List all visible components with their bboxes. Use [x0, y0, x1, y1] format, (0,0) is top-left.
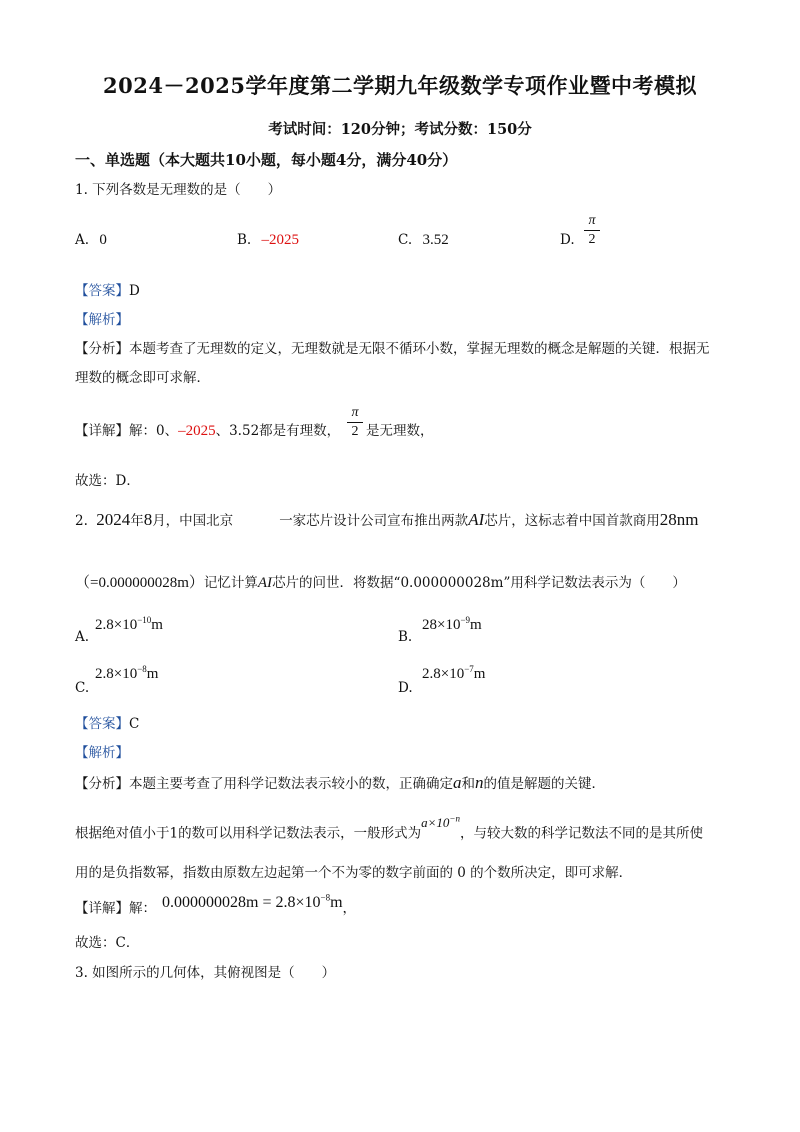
- q1-option-d-label: D.: [560, 232, 575, 248]
- ai-term: AI: [468, 510, 485, 529]
- var-n: n: [475, 773, 484, 792]
- q2-stem-line1: [75, 510, 698, 531]
- q2-option-d-label: D.: [398, 680, 413, 696]
- rule-text: ，与较大数的科学记数法不同的是其所使用的是负指数幂，指数由原数左边起第一个不为零的数字前面的 0 的个数所决定，即可求解．: [75, 825, 703, 882]
- q2-option-d-value: [422, 664, 485, 683]
- exam-info: 考试时间：120分钟；考试分数：150分: [268, 121, 532, 138]
- detail-tag: 【详解】: [75, 900, 129, 917]
- sci-unit: m: [330, 894, 343, 912]
- q1-answer: [75, 281, 140, 301]
- nm-value: 28nm: [659, 510, 699, 529]
- sci-exponent: −8: [320, 893, 331, 903]
- stem-text: 年: [130, 513, 144, 529]
- detail-red-number: –2025: [178, 423, 216, 439]
- fraction-denominator: 2: [351, 424, 359, 439]
- answer-value: D: [129, 283, 140, 299]
- sci-unit: m: [151, 617, 163, 633]
- section-heading: 一、单选题（本大题共10小题，每小题4分，满分40分）: [75, 151, 458, 169]
- detail-text: 解：0、: [129, 423, 179, 439]
- sci-exponent: −10: [137, 615, 152, 625]
- detail-text: 解：: [129, 900, 156, 917]
- detail-math: [162, 894, 343, 911]
- sci-exponent: −8: [137, 664, 147, 674]
- q2-option-c-value: [95, 664, 158, 683]
- sci-unit: m: [470, 617, 482, 633]
- rule-math: [421, 815, 460, 830]
- q2-answer: [75, 714, 139, 734]
- sci-exponent: −9: [460, 615, 471, 625]
- q2-analysis-head: 【解析】: [75, 745, 129, 761]
- detail-tag: 【详解】: [75, 423, 129, 439]
- q3-stem: 3. 如图所示的几何体，其俯视图是（ ）: [75, 965, 336, 981]
- value-paren: （=0.000000028m）: [75, 575, 204, 591]
- stem-text: 芯片的问世．将数据“0.000000028m”用科学记数法表示为（ ）: [272, 575, 686, 591]
- analysis-tag: 【分析】: [75, 341, 129, 357]
- option-value: 0: [99, 232, 107, 248]
- q2-analysis: [75, 773, 605, 794]
- detail-text: ，: [342, 900, 357, 917]
- var-a: a: [453, 773, 462, 792]
- pi-over-2-fraction: [347, 404, 363, 441]
- sci-exponent: −n: [449, 814, 460, 824]
- pi-over-2-fraction: [584, 212, 600, 249]
- q1-detail: [75, 421, 340, 441]
- sci-unit: m: [146, 666, 159, 682]
- fraction-denominator: 2: [588, 232, 596, 247]
- sci-base: 2.8×10: [95, 666, 138, 682]
- analysis-text: 本题主要考查了用科学记数法表示较小的数，正确确定: [129, 776, 453, 792]
- question-number: 2.: [75, 513, 88, 529]
- option-value: 3.52: [422, 232, 449, 248]
- q2-choose: 故选：C．: [75, 935, 140, 951]
- q2-option-b-value: [422, 615, 482, 634]
- sci-base: 2.8×10: [422, 666, 465, 682]
- q1-option-c: [398, 230, 449, 250]
- ai-term: AI: [257, 575, 273, 591]
- fraction-numerator: π: [588, 213, 596, 228]
- analysis-text: 的值是解题的关键．: [483, 776, 605, 792]
- q1-option-b: [237, 230, 299, 250]
- analysis-text: 本题考查了无理数的定义，无理数就是无限不循环小数，掌握无理数的概念是解题的关键．根据无理数的概念即可求解．: [75, 341, 710, 386]
- q2-option-a-value: [95, 615, 163, 634]
- answer-tag: 【答案】: [75, 283, 129, 299]
- option-label: A.: [75, 232, 90, 248]
- q1-analysis-head: 【解析】: [75, 312, 129, 328]
- answer-tag: 【答案】: [75, 716, 129, 732]
- q1-analysis: [75, 335, 715, 393]
- q1-choose: 故选：D．: [75, 473, 140, 489]
- detail-text-mid: 、3.52都是有理数，: [215, 423, 341, 439]
- analysis-text: 和: [461, 776, 475, 792]
- answer-value: C: [129, 716, 140, 732]
- option-value: –2025: [261, 232, 300, 248]
- fraction-numerator: π: [351, 405, 359, 420]
- option-label: C.: [398, 232, 413, 248]
- q2-rule: [75, 809, 715, 893]
- page-title: 2024－2025学年度第二学期九年级数学专项作业暨中考模拟: [103, 73, 697, 98]
- q1-stem: 1. 下列各数是无理数的是（ ）: [75, 182, 282, 198]
- sci-unit: m: [473, 666, 486, 682]
- sci-base: 0.000000028m = 2.8×10: [162, 894, 321, 912]
- option-label: B.: [237, 232, 252, 248]
- sci-exponent: −7: [464, 664, 474, 674]
- stem-text: 月，中国北京: [152, 513, 234, 529]
- month-value: 8: [143, 510, 153, 529]
- q2-detail: [75, 893, 356, 918]
- stem-text: 芯片，这标志着中国首款商用: [484, 513, 660, 529]
- q2-stem-line2: [75, 573, 686, 593]
- sci-base: 2.8×10: [95, 617, 138, 633]
- rule-text: 根据绝对值小于1的数可以用科学记数法表示，一般形式为: [75, 825, 422, 842]
- sci-base: a×10: [421, 815, 450, 831]
- q1-option-a: [75, 230, 107, 250]
- year-value: 2024: [96, 510, 131, 529]
- stem-text: 一家芯片设计公司宣布推出两款: [279, 513, 469, 529]
- q2-option-c-label: C.: [75, 680, 90, 696]
- q2-option-b-label: B.: [398, 629, 413, 645]
- analysis-tag: 【分析】: [75, 776, 129, 792]
- sci-base: 28×10: [422, 617, 461, 633]
- stem-text: 记忆计算: [203, 575, 258, 591]
- q2-option-a-label: A.: [75, 629, 90, 645]
- q1-detail-end: 是无理数，: [366, 423, 434, 439]
